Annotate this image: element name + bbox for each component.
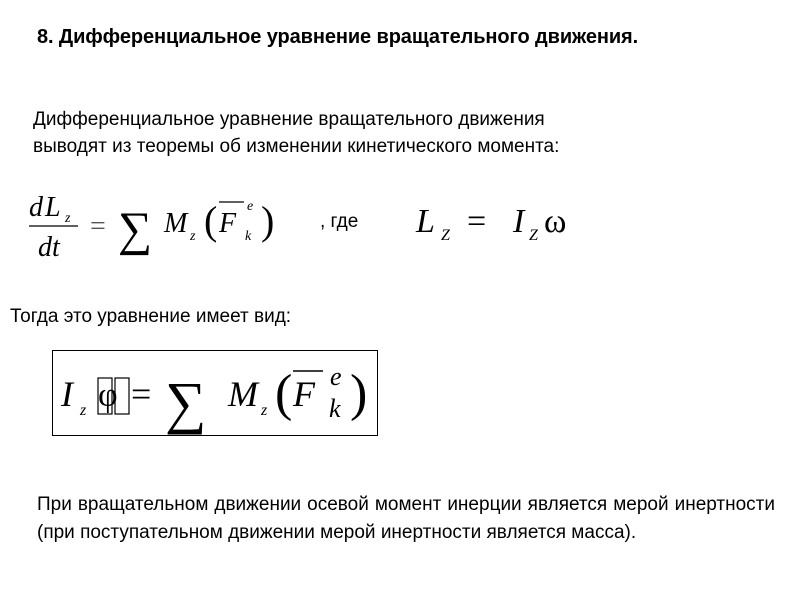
f3-phi: φ <box>98 377 118 414</box>
f2-equals: = <box>467 203 487 240</box>
intro-line-2: выводят из теоремы об изменении кинетического момента: <box>33 136 560 157</box>
f3-right-paren: ) <box>350 365 368 422</box>
f1-sum-symbol: ∑ <box>118 203 153 256</box>
f3-force-F: F <box>293 374 315 414</box>
closing-paragraph: При вращательном движении осевой момент инерции является мерой инертности (при поступательном движении мерой инертности является масса). <box>37 494 775 543</box>
f3-moment-M: M <box>228 374 258 414</box>
f1-force-F: F <box>219 208 237 239</box>
f2-L-subscript: Z <box>441 227 450 244</box>
f2-omega: ω <box>544 203 567 240</box>
formula-rotation-equation <box>53 351 379 437</box>
f1-moment-subscript: z <box>190 229 196 244</box>
f1-numerator-L: L <box>45 192 61 223</box>
f3-force-superscript: e <box>330 362 342 391</box>
f3-I: I <box>61 374 73 414</box>
f3-sum-symbol: ∑ <box>165 370 207 435</box>
f2-I-subscript: Z <box>529 227 538 244</box>
f3-equals: = <box>131 374 152 414</box>
intro-line-1: Дифференциальное уравнение вращательного движения <box>33 109 545 130</box>
slide-title: 8. Дифференциальное уравнение вращательного движения. <box>37 26 639 48</box>
f2-L: L <box>416 203 435 240</box>
f1-equals: = <box>90 211 106 242</box>
f2-I: I <box>513 203 525 240</box>
f3-I-subscript: z <box>80 402 87 419</box>
then-text: Тогда это уравнение имеет вид: <box>10 306 292 327</box>
f1-left-paren: ( <box>204 198 218 243</box>
f1-force-superscript: e <box>247 199 254 214</box>
f1-moment-M: M <box>164 208 188 239</box>
boxed-rotation-equation <box>52 350 378 436</box>
f1-denominator: dt <box>38 232 60 263</box>
f3-force-subscript: k <box>329 394 341 423</box>
f1-right-paren: ) <box>261 198 275 243</box>
f3-moment-subscript: z <box>261 402 268 419</box>
where-text: , где <box>320 211 359 232</box>
f3-left-paren: ( <box>275 365 293 422</box>
f1-numerator-d: d <box>29 192 43 223</box>
f1-numerator-subscript: z <box>65 211 71 226</box>
f1-force-subscript: k <box>245 229 252 244</box>
